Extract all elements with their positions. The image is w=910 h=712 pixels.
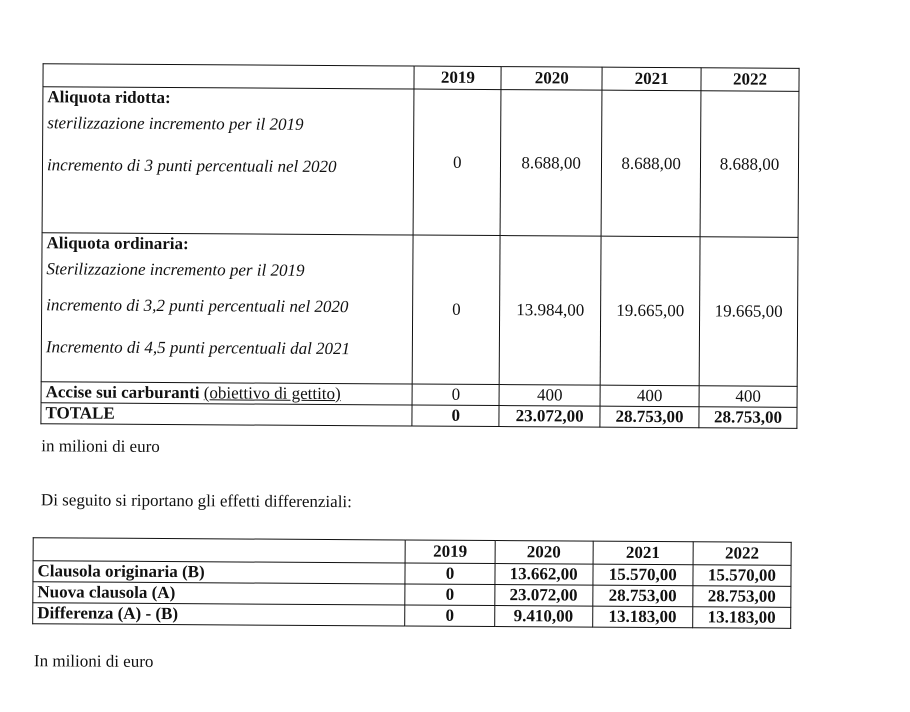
table-row-aliquota-ordinaria: [41, 233, 798, 387]
row-label-cell: TOTALE: [41, 403, 413, 426]
year-header: 2022: [701, 68, 799, 92]
value-cell: 23.072,00: [499, 406, 600, 428]
row-heading: Aliquota ridotta:: [47, 87, 171, 108]
year-header: 2019: [414, 66, 501, 90]
value-cell: 0: [412, 405, 499, 427]
value-cell: 0: [405, 605, 494, 627]
row-subline: Incremento di 4,5 punti percentuali dal 2021: [45, 337, 351, 359]
value-cell: 8.688,00: [601, 90, 701, 237]
value-cell: 0: [405, 563, 494, 585]
year-header: 2022: [693, 542, 791, 566]
table-clausola-aliquote: [40, 63, 799, 429]
row-label-cell: [42, 87, 414, 235]
unit-note: in milioni di euro: [41, 436, 160, 456]
table-row: [33, 603, 791, 629]
row-subline: Sterilizzazione incremento per il 2019: [46, 259, 305, 280]
value-cell: 9.410,00: [494, 606, 592, 628]
row-subline: incremento di 3 punti percentuali nel 2020: [46, 155, 337, 177]
value-cell: 0: [413, 235, 501, 385]
value-cell: 0: [412, 384, 499, 406]
header-empty-cell: [43, 64, 415, 89]
value-cell: 15.570,00: [593, 564, 693, 586]
year-header: 2021: [602, 67, 701, 91]
row-heading: Accise sui carburanti: [45, 382, 200, 403]
table-effetti-differenziali: [32, 537, 792, 629]
value-cell: 19.665,00: [600, 236, 700, 386]
unit-note: In milioni di euro: [33, 651, 154, 671]
year-header: 2021: [593, 541, 693, 565]
value-cell: 400: [499, 385, 600, 407]
value-cell: 13.662,00: [495, 564, 593, 586]
row-label-cell: [41, 382, 413, 405]
value-cell: 15.570,00: [693, 565, 791, 587]
table-row-aliquota-ridotta: [42, 87, 799, 238]
value-cell: 13.183,00: [592, 606, 692, 628]
value-cell: 8.688,00: [500, 90, 602, 237]
value-cell: 23.072,00: [494, 585, 592, 607]
row-subline: sterilizzazione incremento per il 2019: [47, 113, 304, 134]
row-label-cell: Clausola originaria (B): [33, 561, 406, 584]
year-header: 2020: [495, 541, 593, 565]
row-label-cell: [41, 233, 413, 384]
value-cell: 0: [414, 89, 502, 236]
value-cell: 28.753,00: [600, 406, 699, 428]
value-cell: 8.688,00: [700, 91, 799, 238]
header-empty-cell: [33, 538, 406, 563]
value-cell: 400: [600, 385, 699, 407]
row-label-cell: Nuova clausola (A): [33, 582, 406, 605]
row-subline: incremento di 3,2 punti percentuali nel 2020: [46, 295, 349, 317]
value-cell: 0: [405, 584, 494, 606]
value-cell: 28.753,00: [699, 407, 797, 429]
value-cell: 28.753,00: [693, 586, 791, 608]
row-heading: Aliquota ordinaria:: [46, 233, 189, 254]
year-header: 2019: [406, 540, 495, 564]
row-sublabel: (obiettivo di gettito): [203, 383, 341, 404]
row-label-cell: Differenza (A) - (B): [33, 603, 406, 626]
table-row-totale: [41, 403, 797, 429]
intro-text: Di seguito si riportano gli effetti differenziali:: [40, 490, 352, 512]
value-cell: 13.984,00: [499, 236, 601, 386]
value-cell: 400: [699, 386, 797, 408]
value-cell: 28.753,00: [593, 585, 693, 607]
value-cell: 13.183,00: [693, 607, 791, 629]
value-cell: 19.665,00: [699, 237, 798, 387]
year-header: 2020: [501, 67, 602, 91]
